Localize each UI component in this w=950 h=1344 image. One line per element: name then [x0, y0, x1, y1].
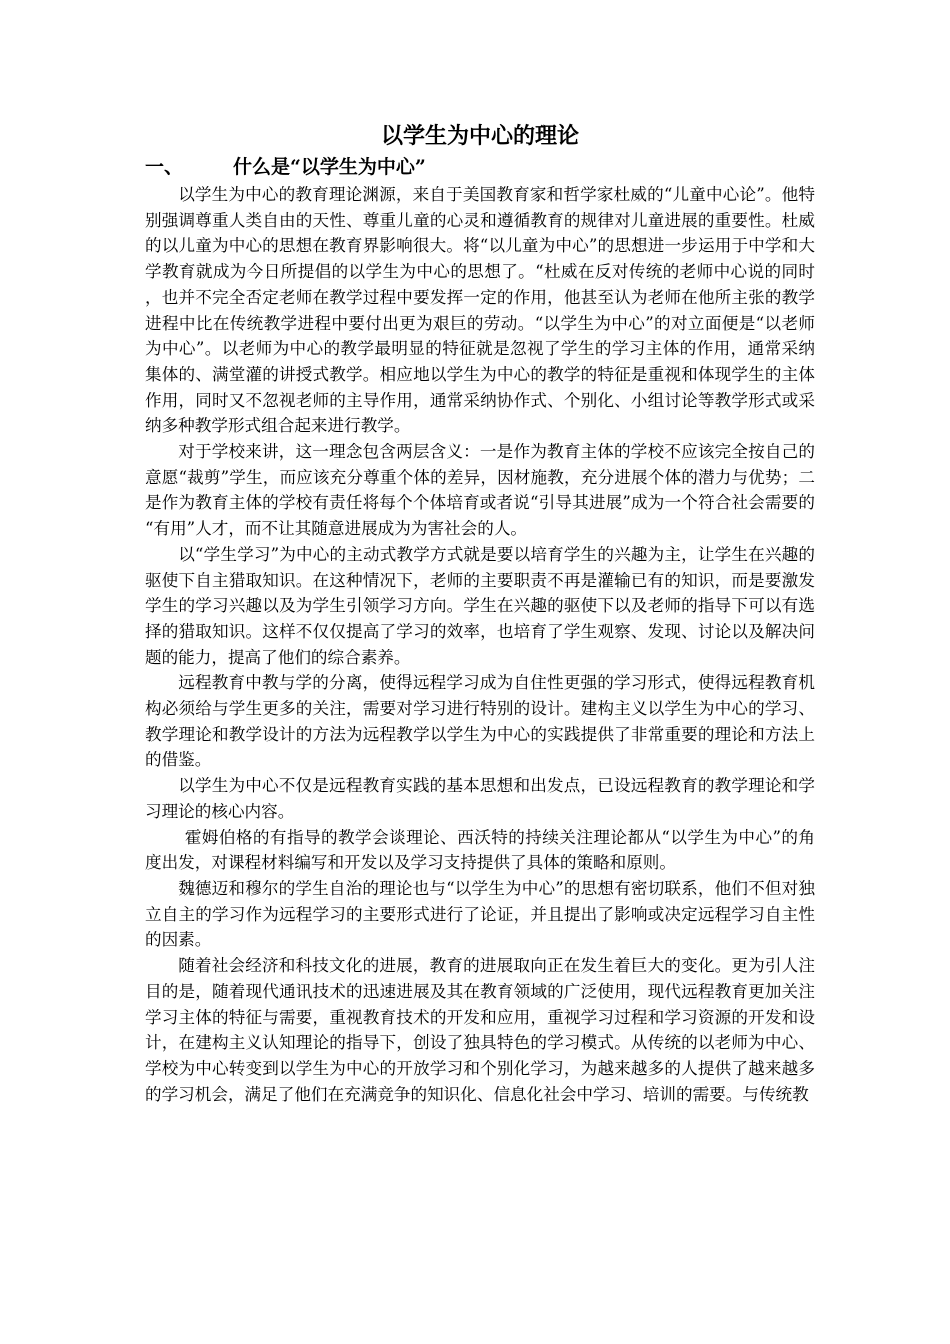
paragraph-2: 对于学校来讲，这一理念包含两层含义：一是作为教育主体的学校不应该完全按自己的意愿“裁剪”学生，而应该充分尊重个体的差异，因材施教，充分进展个体的潜力与优势；二是作为教育主体的学校有责任将每个个体培育或者说“引导其进展”成为一个符合社会需要的“有用”人才，而不让其随意进展成为为害社会的人。	[145, 442, 815, 539]
section-heading	[145, 154, 815, 180]
section-heading-text: 什么是“以学生为中心”	[233, 156, 426, 178]
paragraph-3: 以“学生学习”为中心的主动式教学方式就是要以培育学生的兴趣为主，让学生在兴趣的驱使下自主猎取知识。在这种情况下，老师的主要职责不再是灌输已有的知识，而是要激发学生的学习兴趣以及为学生引领学习方向。学生在兴趣的驱使下以及老师的指导下可以有选择的猎取知识。这样不仅仅提高了学习的效率，也培育了学生观察、发现、讨论以及解决问题的能力，提高了他们的综合素养。	[145, 544, 815, 667]
paragraph-7: 魏德迈和穆尔的学生自治的理论也与“以学生为中心”的思想有密切联系，他们不但对独立自主的学习作为远程学习的主要形式进行了论证，并且提出了影响或决定远程学习自主性的因素。	[145, 878, 815, 950]
document-page	[145, 118, 815, 1107]
paragraph-8: 随着社会经济和科技文化的进展，教育的进展取向正在发生着巨大的变化。更为引人注目的是，随着现代通讯技术的迅速进展及其在教育领域的广泛使用，现代远程教育更加关注学习主体的特征与需要，重视教育技术的开发和应用，重视学习过程和学习资源的开发和设计，在建构主义认知理论的指导下，创设了独具特色的学习模式。从传统的以老师为中心、学校为中心转变到以学生为中心的开放学习和个别化学习，为越来越多的人提供了越来越多的学习机会，满足了他们在充满竞争的知识化、信息化社会中学习、培训的需要。与传统教	[145, 956, 815, 1104]
section-number: 一、	[145, 156, 184, 178]
paragraph-5: 以学生为中心不仅是远程教育实践的基本思想和出发点，已设远程教育的教学理论和学习理论的核心内容。	[145, 776, 815, 821]
paragraph-4: 远程教育中教与学的分离，使得远程学习成为自住性更强的学习形式，使得远程教育机构必须给与学生更多的关注，需要对学习进行特别的设计。建构主义以学生为中心的学习、教学理论和教学设计的方法为远程教学以学生为中心的实践提供了非常重要的理论和方法上的借鉴。	[145, 673, 815, 770]
paragraph-1: 以学生为中心的教育理论渊源，来自于美国教育家和哲学家杜威的“儿童中心论”。他特别强调尊重人类自由的天性、尊重儿童的心灵和遵循教育的规律对儿童进展的重要性。杜威的以儿童为中心的思想在教育界影响很大。将“以儿童为中心”的思想进一步运用于中学和大学教育就成为今日所提倡的以学生为中心的思想了。“杜威在反对传统的老师中心说的同时，也并不完全否定老师在教学过程中要发挥一定的作用，他甚至认为老师在他所主张的教学进程中比在传统教学进程中要付出更为艰巨的劳动。“以学生为中心”的对立面便是“以老师为中心”。以老师为中心的教学最明显的特征就是忽视了学生的学习主体的作用，通常采纳集体的、满堂灌的讲授式教学。相应地以学生为中心的教学的特征是重视和体现学生的主体作用，同时又不忽视老师的主导作用，通常采纳协作式、个别化、小组讨论等教学形式或采纳多种教学形式组合起来进行教学。	[145, 185, 815, 436]
document-title: 以学生为中心的理论	[380, 123, 579, 149]
paragraph-6: 霍姆伯格的有指导的教学会谈理论、西沃特的持续关注理论都从“以学生为中心”的角度出发，对课程材料编写和开发以及学习支持提供了具体的策略和原则。	[145, 827, 815, 873]
